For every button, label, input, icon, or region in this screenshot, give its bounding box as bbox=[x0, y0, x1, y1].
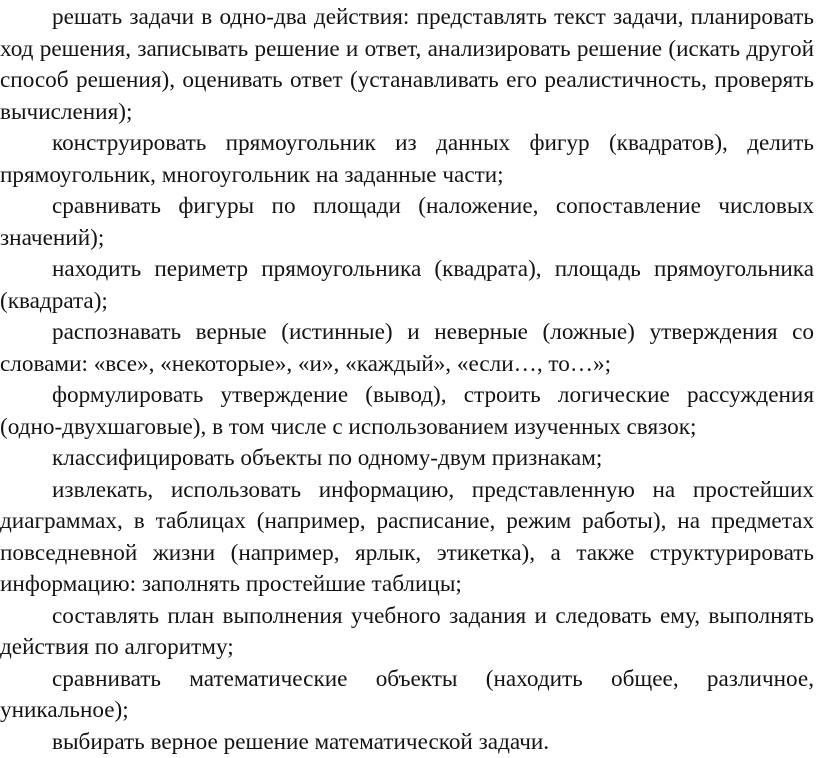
list-item: классифицировать объекты по одному-двум признакам; bbox=[0, 443, 814, 475]
document-page bbox=[0, 2, 814, 758]
list-item: решать задачи в одно-два действия: представлять текст задачи, планировать ход решения, записывать решение и ответ, анализировать решение (искать другой способ решения), оценивать ответ (устанавливать его реалистичность, проверять вычисления); bbox=[0, 2, 814, 128]
list-item: сравнивать фигуры по площади (наложение, сопоставление числовых значений); bbox=[0, 191, 814, 254]
list-item: сравнивать математические объекты (находить общее, различное, уникальное); bbox=[0, 664, 814, 727]
list-item: конструировать прямоугольник из данных фигур (квадратов), делить прямоугольник, многоугольник на заданные части; bbox=[0, 128, 814, 191]
list-item: выбирать верное решение математической задачи. bbox=[0, 727, 814, 758]
list-item: извлекать, использовать информацию, представленную на простейших диаграммах, в таблицах (например, расписание, режим работы), на предметах повседневной жизни (например, ярлык, этикетка), а также структурировать информацию: заполнять простейшие таблицы; bbox=[0, 475, 814, 601]
list-item: распознавать верные (истинные) и неверные (ложные) утверждения со словами: «все», «некоторые», «и», «каждый», «если…, то…»; bbox=[0, 317, 814, 380]
list-item: составлять план выполнения учебного задания и следовать ему, выполнять действия по алгоритму; bbox=[0, 601, 814, 664]
list-item: находить периметр прямоугольника (квадрата), площадь прямоугольника (квадрата); bbox=[0, 254, 814, 317]
list-item: формулировать утверждение (вывод), строить логические рассуждения (одно-двухшаговые), в том числе с использованием изученных связок; bbox=[0, 380, 814, 443]
